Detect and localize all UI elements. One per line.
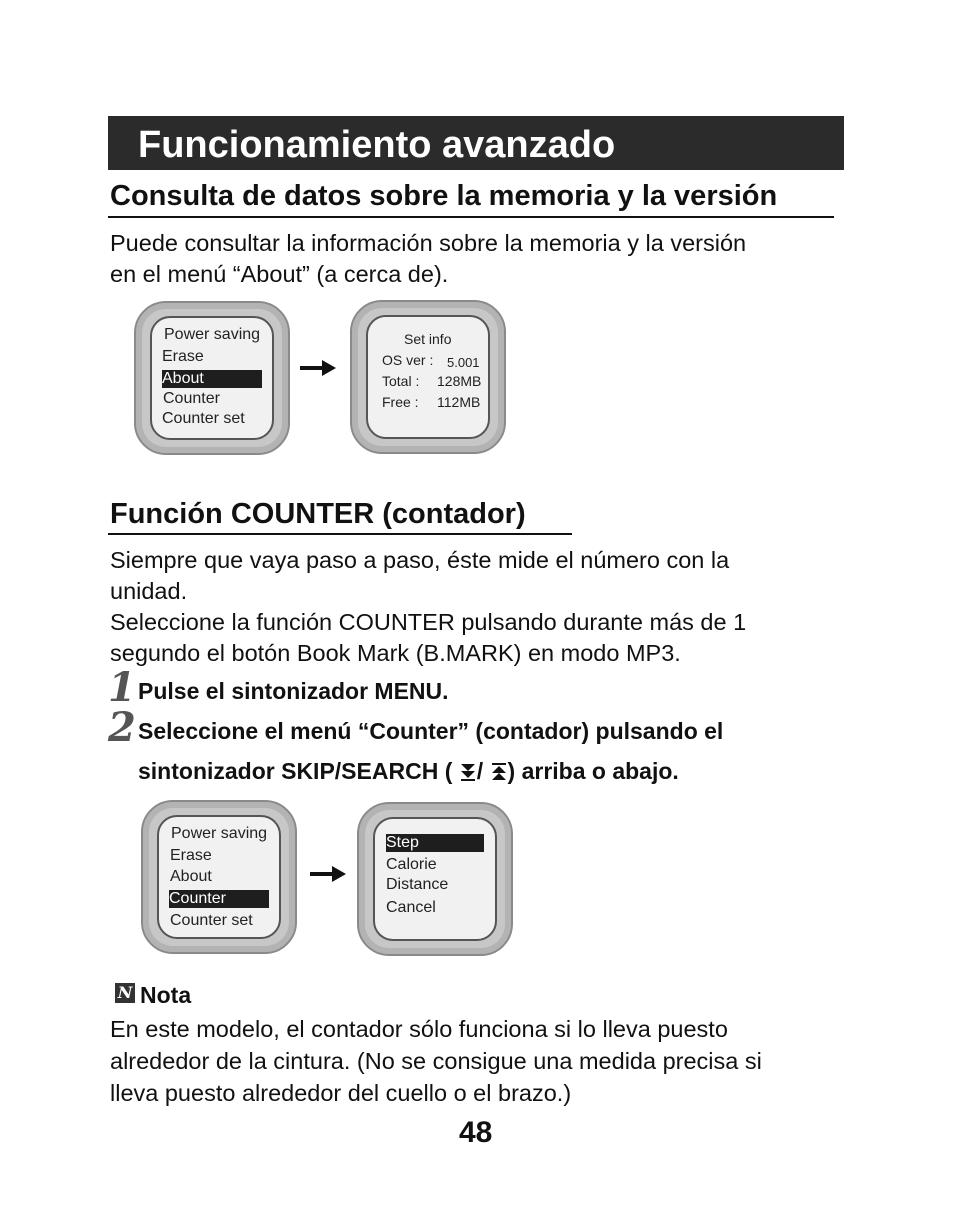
menu-item: Counter set: [162, 410, 245, 427]
menu-item: Power saving: [164, 326, 261, 343]
counter-option: Distance: [386, 876, 449, 893]
step-2-text-line2: [138, 758, 679, 785]
menu-item: Erase: [170, 847, 212, 864]
device-screen-counter-options: [357, 802, 513, 956]
section-heading-rule: [108, 533, 572, 535]
section-heading-counter: Función COUNTER (contador): [110, 498, 526, 530]
step-number-1: 1: [108, 664, 136, 711]
os-version-label: OS ver :: [382, 352, 434, 368]
note-title: Nota: [140, 982, 192, 1008]
section2-paragraph-line2: unidad.: [110, 578, 188, 604]
right-arrow-icon: [300, 358, 340, 378]
set-info-title: Set info: [404, 331, 452, 347]
step-2-text-separator: /: [476, 758, 484, 784]
right-arrow-icon: [310, 864, 350, 884]
os-version-value: 5.001: [447, 355, 480, 370]
skip-up-icon: [490, 761, 508, 783]
step-2-text-after: ) arriba o abajo.: [507, 758, 679, 784]
step-2-text-before: sintonizador SKIP/SEARCH (: [138, 758, 453, 784]
page-number: 48: [459, 1116, 493, 1149]
menu-item: Power saving: [171, 825, 268, 842]
lcd-display: [150, 316, 274, 440]
device-screen-menu-counter: [141, 800, 297, 954]
step-1-text: Pulse el sintonizador MENU.: [138, 678, 449, 704]
total-memory-label: Total :: [382, 373, 420, 389]
counter-option: Calorie: [386, 856, 437, 873]
total-memory-value: 128MB: [437, 373, 482, 389]
skip-down-icon: [459, 761, 477, 783]
section1-paragraph-line1: Puede consultar la información sobre la memoria y la versión: [110, 230, 747, 256]
counter-option-selected: Step: [386, 834, 484, 852]
lcd-display: [373, 817, 497, 941]
menu-item: Counter set: [170, 912, 253, 929]
menu-item: Erase: [162, 348, 204, 365]
free-memory-value: 112MB: [437, 394, 481, 410]
menu-item: About: [170, 868, 212, 885]
step-2-text-line1: Seleccione el menú “Counter” (contador) pulsando el: [138, 718, 724, 744]
note-paragraph-line2: alrededor de la cintura. (No se consigue una medida precisa si: [110, 1048, 762, 1074]
section-heading-rule: [108, 216, 834, 218]
note-icon: N: [115, 983, 135, 1003]
device-screen-set-info: [350, 300, 506, 454]
note-paragraph-line1: En este modelo, el contador sólo funciona si lo lleva puesto: [110, 1016, 728, 1042]
counter-option: Cancel: [386, 899, 436, 916]
section2-paragraph-line1: Siempre que vaya paso a paso, éste mide el número con la: [110, 547, 730, 573]
lcd-display: [366, 315, 490, 439]
menu-item-selected: About: [162, 370, 262, 388]
note-paragraph-line3: lleva puesto alrededor del cuello o el brazo.): [110, 1080, 572, 1106]
section-heading-memory: Consulta de datos sobre la memoria y la versión: [110, 180, 778, 212]
section1-paragraph-line2: en el menú “About” (a cerca de).: [110, 261, 449, 287]
menu-item-selected: Counter: [169, 890, 269, 908]
lcd-display: [157, 815, 281, 939]
free-memory-label: Free :: [382, 394, 419, 410]
chapter-banner: Funcionamiento avanzado: [108, 116, 844, 170]
menu-item: Counter: [163, 390, 220, 407]
device-screen-menu-about: [134, 301, 290, 455]
section2-paragraph-line4: segundo el botón Book Mark (B.MARK) en modo MP3.: [110, 640, 681, 666]
step-number-2: 2: [108, 704, 136, 751]
section2-paragraph-line3: Seleccione la función COUNTER pulsando durante más de 1: [110, 609, 747, 635]
